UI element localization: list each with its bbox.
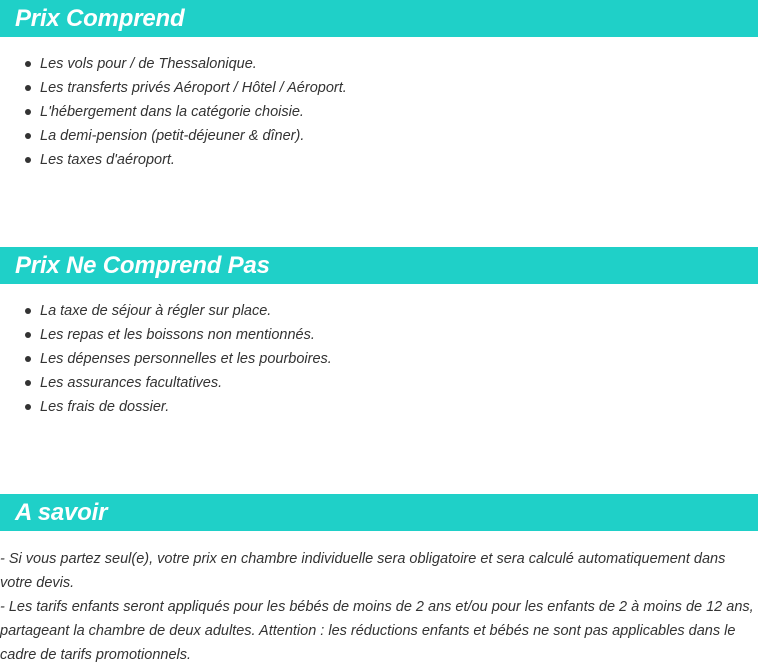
section-header-prix-ne-comprend-pas (0, 247, 758, 284)
list-item: La demi-pension (petit-déjeuner & dîner). (0, 124, 758, 148)
section-title: Prix Comprend (15, 5, 185, 32)
section-title: A savoir (15, 499, 108, 526)
bullet-icon (25, 380, 31, 386)
bullet-icon (25, 133, 31, 139)
list-item: Les taxes d'aéroport. (0, 148, 758, 172)
note-paragraph: - Si vous partez seul(e), votre prix en chambre individuelle sera obligatoire et sera calculé automatiquement dans votre devis. (0, 551, 726, 591)
list-item: Les repas et les boissons non mentionnés. (0, 323, 758, 347)
list-item: Les assurances facultatives. (0, 371, 758, 395)
bullet-icon (25, 61, 31, 67)
list-item: L'hébergement dans la catégorie choisie. (0, 100, 758, 124)
section-title: Prix Ne Comprend Pas (15, 252, 270, 279)
bullet-icon (25, 85, 31, 91)
bullet-icon (25, 109, 31, 115)
section-header-prix-comprend (0, 0, 758, 37)
bullet-icon (25, 157, 31, 163)
note-paragraph: - Les tarifs enfants seront appliqués pour les bébés de moins de 2 ans et/ou pour les enfants de 2 à moins de 12 ans, partageant la chambre de deux adultes. Attention : les réductions enfants et bébés ne sont pas applicables dans le cadre de tarifs promotionnels. (0, 599, 754, 663)
excluded-list (0, 299, 758, 419)
list-item: Les vols pour / de Thessalonique. (0, 52, 758, 76)
list-item: La taxe de séjour à régler sur place. (0, 299, 758, 323)
section-header-a-savoir (0, 494, 758, 531)
list-item: Les dépenses personnelles et les pourboires. (0, 347, 758, 371)
bullet-icon (25, 332, 31, 338)
list-item: Les transferts privés Aéroport / Hôtel / Aéroport. (0, 76, 758, 100)
notes-block (0, 547, 758, 667)
bullet-icon (25, 308, 31, 314)
bullet-icon (25, 404, 31, 410)
included-list (0, 52, 758, 172)
bullet-icon (25, 356, 31, 362)
list-item: Les frais de dossier. (0, 395, 758, 419)
